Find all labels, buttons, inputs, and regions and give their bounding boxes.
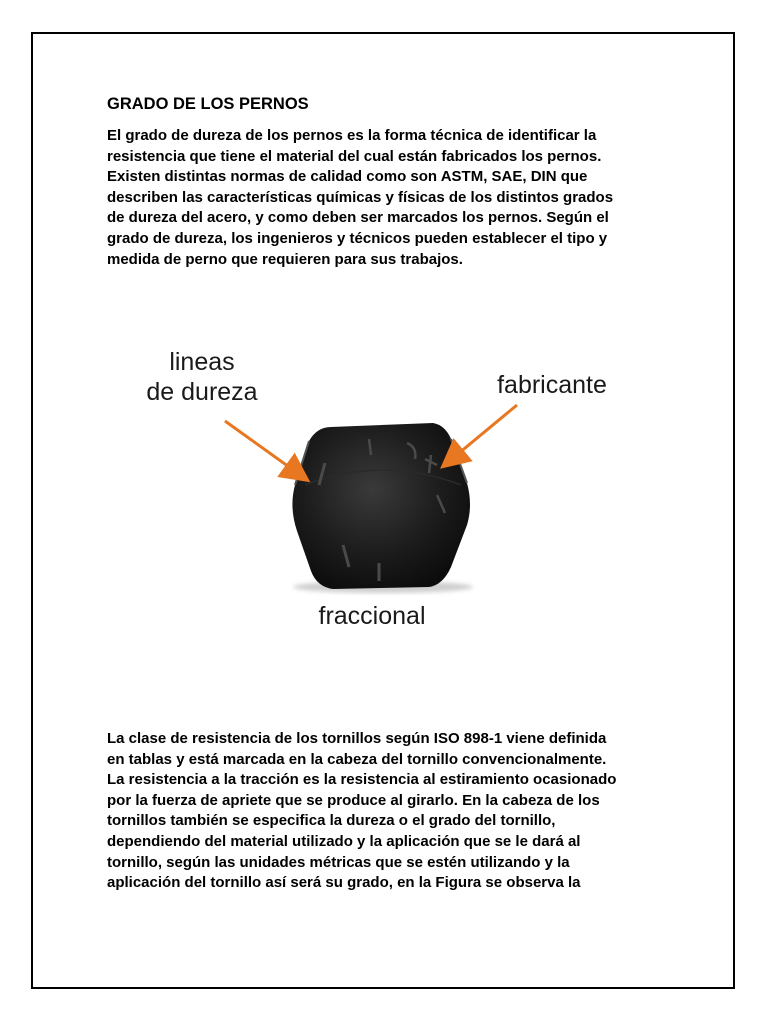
text-line: resistencia que tiene el material del cual están fabricados los pernos. [107,147,602,165]
text-line: dependiendo del material utilizado y la aplicación que se le dará al [107,832,581,850]
bolt-head-figure [107,335,667,645]
paragraph-intro [107,126,667,270]
arrow-hardness-lines [225,421,303,477]
text-line: por la fuerza de apriete que se produce al girarlo. En la cabeza de los [107,791,600,809]
text-line: tornillos también se especifica la dureza o el grado del tornillo, [107,812,556,830]
text-line: tornillo, según las unidades métricas que se estén utilizando y la [107,853,570,871]
text-line: de dureza del acero, y como deben ser marcados los pernos. Según el [107,209,609,227]
bolt-head-shape [292,423,470,589]
arrow-manufacturer [447,405,517,463]
text-line: describen las características químicas y físicas de los distintos grados [107,188,614,206]
text-line: La resistencia a la tracción es la resistencia al estiramiento ocasionado [107,771,617,789]
text-line: La clase de resistencia de los tornillos según ISO 898-1 viene definida [107,730,607,747]
label-line: de dureza [146,378,258,406]
text-line: medida de perno que requieren para sus trabajos. [107,250,463,268]
text-line: Existen distintas normas de calidad como son ASTM, SAE, DIN que [107,168,588,186]
text-line: en tablas y está marcada en la cabeza del tornillo convencionalmente. [107,750,607,768]
text-line: El grado de dureza de los pernos es la forma técnica de identificar la [107,127,597,144]
label-hardness-lines [127,347,277,407]
text-line: grado de dureza, los ingenieros y técnicos pueden establecer el tipo y [107,229,608,247]
paragraph-iso [107,729,667,894]
section-title: GRADO DE LOS PERNOS [107,95,309,113]
text-line: aplicación del tornillo así será su grado, en la Figura se observa la [107,874,581,892]
label-manufacturer: fabricante [497,371,607,399]
label-fractional: fraccional [318,602,426,630]
label-line: lineas [169,348,235,376]
